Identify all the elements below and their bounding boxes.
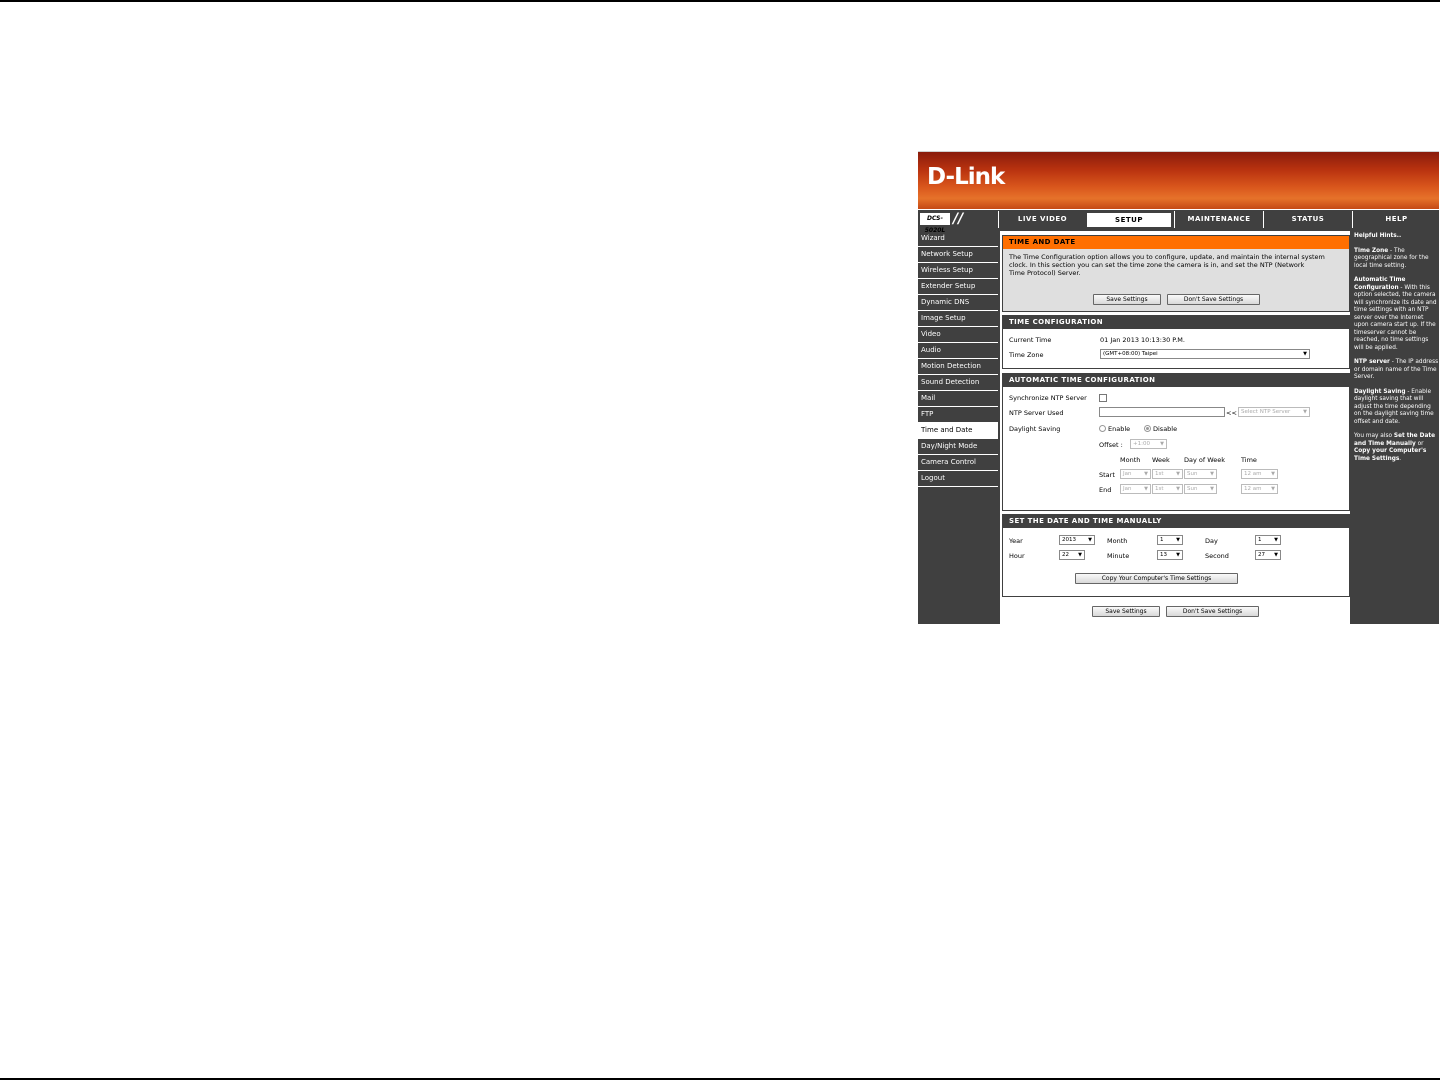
sidebar-item-network-setup[interactable]: Network Setup bbox=[918, 247, 998, 263]
header-banner bbox=[918, 151, 1439, 210]
current-time-value: 01 Jan 2013 10:13:30 P.M. bbox=[1100, 336, 1185, 344]
help-also: You may also Set the Date and Time Manually or Copy your Computer's Time Settings. bbox=[1354, 433, 1436, 462]
header-month: Month bbox=[1120, 456, 1141, 464]
time-configuration-section bbox=[1002, 315, 1350, 369]
section-title-time-and-date: TIME AND DATE bbox=[1003, 236, 1349, 249]
chevron-down-icon: ▼ bbox=[1176, 486, 1180, 492]
sidebar-item-image-setup[interactable]: Image Setup bbox=[918, 311, 998, 327]
tab-maintenance[interactable]: MAINTENANCE bbox=[1174, 211, 1263, 228]
header-time: Time bbox=[1241, 456, 1257, 464]
chevron-down-icon: ▼ bbox=[1160, 441, 1164, 447]
tab-setup[interactable]: SETUP bbox=[1086, 212, 1172, 228]
tab-status[interactable]: STATUS bbox=[1263, 211, 1352, 228]
dont-save-settings-button-top[interactable]: Don't Save Settings bbox=[1167, 294, 1260, 305]
chevron-down-icon: ▼ bbox=[1176, 537, 1180, 543]
help-daylight-saving: Daylight Saving - Enable daylight saving that will adjust the time depending on the daylight saving time offset and date. bbox=[1354, 388, 1434, 425]
daylight-enable-radio[interactable] bbox=[1099, 425, 1106, 432]
help-time-zone: Time Zone - The geographical zone for the local time setting. bbox=[1354, 247, 1429, 269]
end-week-select[interactable]: 1st ▼ bbox=[1152, 484, 1183, 494]
hour-select[interactable]: 22 ▼ bbox=[1059, 550, 1085, 560]
camera-web-ui bbox=[918, 151, 1439, 624]
chevron-down-icon: ▼ bbox=[1088, 537, 1092, 543]
start-label: Start bbox=[1099, 471, 1115, 479]
model-label: DCS-5020L bbox=[920, 213, 950, 225]
month-select[interactable]: 1 ▼ bbox=[1157, 535, 1183, 545]
month-label: Month bbox=[1107, 537, 1128, 545]
sidebar-item-audio[interactable]: Audio bbox=[918, 343, 998, 359]
end-day-select[interactable]: Sun ▼ bbox=[1184, 484, 1217, 494]
chevron-down-icon: ▼ bbox=[1176, 552, 1180, 558]
sidebar-item-dynamic-dns[interactable]: Dynamic DNS bbox=[918, 295, 998, 311]
sidebar-item-extender-setup[interactable]: Extender Setup bbox=[918, 279, 998, 295]
sidebar-item-mail[interactable]: Mail bbox=[918, 391, 998, 407]
chevron-down-icon: ▼ bbox=[1303, 409, 1307, 415]
synchronize-ntp-checkbox[interactable] bbox=[1099, 394, 1107, 402]
main-content bbox=[1000, 231, 1350, 624]
sidebar-item-day-night-mode[interactable]: Day/Night Mode bbox=[918, 439, 998, 455]
hour-label: Hour bbox=[1009, 552, 1025, 560]
copy-computer-time-button[interactable]: Copy Your Computer's Time Settings bbox=[1075, 573, 1238, 584]
start-day-select[interactable]: Sun ▼ bbox=[1184, 469, 1217, 479]
time-zone-label: Time Zone bbox=[1009, 351, 1044, 359]
time-zone-select[interactable]: (GMT+08:00) Taipei ▼ bbox=[1100, 349, 1310, 359]
help-title: Helpful Hints.. bbox=[1354, 233, 1402, 239]
chevron-down-icon: ▼ bbox=[1271, 486, 1275, 492]
sidebar-item-ftp[interactable]: FTP bbox=[918, 407, 998, 423]
sidebar-item-motion-detection[interactable]: Motion Detection bbox=[918, 359, 998, 375]
sidebar-item-video[interactable]: Video bbox=[918, 327, 998, 343]
intro-section bbox=[1002, 235, 1350, 312]
section-title-time-configuration: TIME CONFIGURATION bbox=[1003, 316, 1349, 329]
start-month-select[interactable]: Jan ▼ bbox=[1120, 469, 1151, 479]
save-settings-button-top[interactable]: Save Settings bbox=[1093, 294, 1161, 305]
end-label: End bbox=[1099, 486, 1112, 494]
chevron-down-icon: ▼ bbox=[1176, 471, 1180, 477]
sidebar-item-sound-detection[interactable]: Sound Detection bbox=[918, 375, 998, 391]
daylight-disable-radio[interactable] bbox=[1144, 425, 1151, 432]
slash-decoration: // bbox=[953, 211, 964, 227]
section-title-automatic-time-configuration: AUTOMATIC TIME CONFIGURATION bbox=[1003, 374, 1349, 387]
help-ntp-server: NTP server - The IP address or domain name of the Time Server. bbox=[1354, 359, 1439, 380]
chevron-down-icon: ▼ bbox=[1274, 552, 1278, 558]
second-select[interactable]: 27 ▼ bbox=[1255, 550, 1281, 560]
header-day-of-week: Day of Week bbox=[1184, 456, 1226, 464]
sidebar-item-camera-control[interactable]: Camera Control bbox=[918, 455, 998, 471]
dont-save-settings-button-bottom[interactable]: Don't Save Settings bbox=[1166, 606, 1259, 617]
tab-live-video[interactable]: LIVE VIDEO bbox=[998, 211, 1086, 228]
sidebar-item-logout[interactable]: Logout bbox=[918, 471, 998, 487]
start-time-select[interactable]: 12 am ▼ bbox=[1241, 469, 1278, 479]
chevron-down-icon: ▼ bbox=[1144, 486, 1148, 492]
chevron-down-icon: ▼ bbox=[1210, 486, 1214, 492]
offset-label: Offset : bbox=[1099, 441, 1123, 449]
sidebar-item-time-and-date[interactable]: Time and Date bbox=[918, 423, 998, 439]
day-label: Day bbox=[1205, 537, 1218, 545]
year-label: Year bbox=[1009, 537, 1023, 545]
help-panel bbox=[1352, 231, 1439, 470]
start-week-select[interactable]: 1st ▼ bbox=[1152, 469, 1183, 479]
sidebar bbox=[918, 231, 998, 487]
second-label: Second bbox=[1205, 552, 1229, 560]
top-rule bbox=[0, 0, 1440, 2]
sidebar-item-wizard[interactable]: Wizard bbox=[918, 231, 998, 247]
synchronize-ntp-label: Synchronize NTP Server bbox=[1009, 394, 1087, 402]
dlink-logo: D-Link bbox=[927, 164, 1005, 190]
ntp-server-select[interactable]: Select NTP Server ▼ bbox=[1238, 407, 1310, 417]
minute-label: Minute bbox=[1107, 552, 1130, 560]
daylight-disable-label: Disable bbox=[1153, 425, 1178, 433]
ntp-server-used-label: NTP Server Used bbox=[1009, 409, 1064, 417]
chevron-down-icon: ▼ bbox=[1078, 552, 1082, 558]
save-settings-button-bottom[interactable]: Save Settings bbox=[1092, 606, 1160, 617]
intro-desc-line2: clock. In this section you can set the time zone the camera is in, and set the NTP (Network bbox=[1009, 261, 1305, 269]
current-time-label: Current Time bbox=[1009, 336, 1052, 344]
automatic-time-configuration-section bbox=[1002, 373, 1350, 511]
chevron-down-icon: ▼ bbox=[1303, 351, 1307, 357]
chevron-down-icon: ▼ bbox=[1210, 471, 1214, 477]
tab-help[interactable]: HELP bbox=[1352, 211, 1439, 228]
day-select[interactable]: 1 ▼ bbox=[1255, 535, 1281, 545]
sidebar-item-wireless-setup[interactable]: Wireless Setup bbox=[918, 263, 998, 279]
help-automatic-time: Automatic Time Configuration - With this option selected, the camera will synchronize its date and time settings with an NTP server over the Internet upon camera start up. If the timeserver cannot be reached, no time settings will be applied. bbox=[1354, 277, 1437, 351]
bottom-rule bbox=[0, 1078, 1440, 1080]
minute-select[interactable]: 13 ▼ bbox=[1157, 550, 1183, 560]
chevron-down-icon: ▼ bbox=[1144, 471, 1148, 477]
intro-desc-line3: Time Protocol) Server. bbox=[1009, 269, 1081, 277]
daylight-saving-label: Daylight Saving bbox=[1009, 425, 1061, 433]
offset-select[interactable]: +1:00 ▼ bbox=[1130, 439, 1167, 449]
end-month-select[interactable]: Jan ▼ bbox=[1120, 484, 1151, 494]
year-select[interactable]: 2013 ▼ bbox=[1059, 535, 1095, 545]
chevron-down-icon: ▼ bbox=[1274, 537, 1278, 543]
intro-desc-line1: The Time Configuration option allows you to configure, update, and maintain the internal system bbox=[1009, 253, 1325, 261]
ntp-server-input[interactable] bbox=[1099, 407, 1225, 417]
end-time-select[interactable]: 12 am ▼ bbox=[1241, 484, 1278, 494]
section-title-set-manually: SET THE DATE AND TIME MANUALLY bbox=[1003, 515, 1349, 528]
daylight-enable-label: Enable bbox=[1108, 425, 1131, 433]
top-nav bbox=[918, 209, 1439, 234]
header-week: Week bbox=[1152, 456, 1170, 464]
chevron-down-icon: ▼ bbox=[1271, 471, 1275, 477]
ntp-arrows: << bbox=[1226, 409, 1237, 417]
manual-date-time-section bbox=[1002, 514, 1350, 597]
